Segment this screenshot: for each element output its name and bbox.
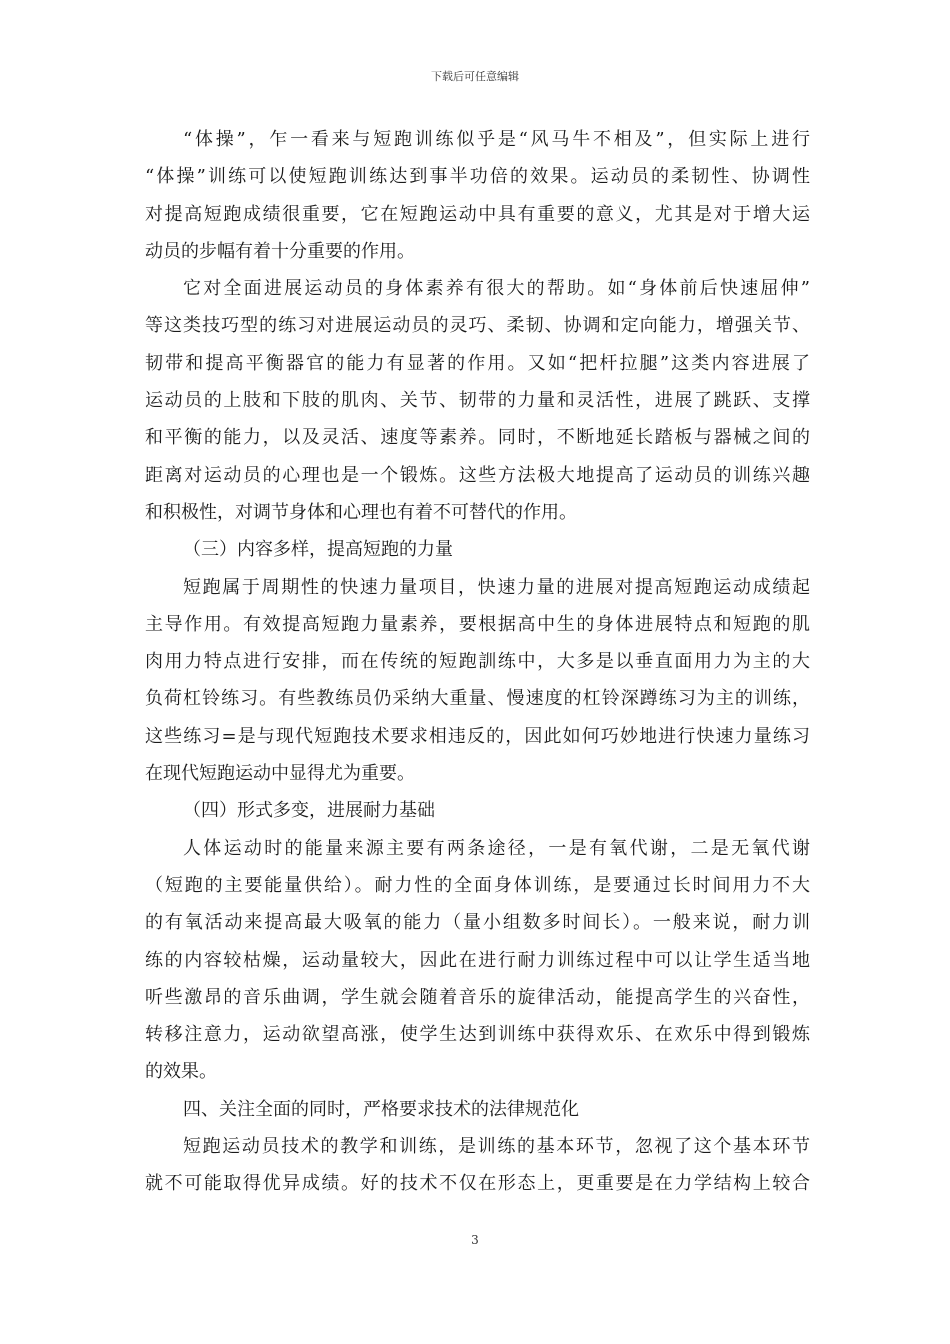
text-line: 的有氧活动来提高最大吸氧的能力（量小组数多时间长）。一般来说，耐力训: [145, 912, 810, 934]
page-header: 下载后可任意编辑: [431, 70, 519, 83]
text-line: 负荷杠铃练习。有些教练员仍采纳大重量、慢速度的杠铃深蹲练习为主的训练，: [145, 688, 810, 710]
text-line: 短跑属于周期性的快速力量项目，快速力量的进展对提高短跑运动成绩起: [183, 576, 810, 598]
text-line: 它对全面进展运动员的身体素养有很大的帮助。如“身体前后快速屈伸”: [183, 278, 810, 300]
text-line: 听些激昂的音乐曲调，学生就会随着音乐的旋律活动，能提高学生的兴奋性，: [145, 986, 810, 1008]
text-line: “体操”，乍一看来与短跑训练似乎是“风马牛不相及”，但实际上进行: [183, 129, 810, 150]
text-line: 练的内容较枯燥，运动量较大，因此在进行耐力训练过程中可以让学生适当地: [145, 949, 810, 971]
text-line: 这些练习=是与现代短跑技术要求相违反的，因此如何巧妙地进行快速力量练习: [145, 725, 810, 747]
text-line: 等这类技巧型的练习对进展运动员的灵巧、柔韧、协调和定向能力，增强关节、: [145, 315, 810, 337]
text-line: 转移注意力，运动欲望高涨，使学生达到训练中获得欢乐、在欢乐中得到锻炼: [145, 1024, 810, 1046]
text-line: 和积极性，对调节身体和心理也有着不可替代的作用。: [145, 501, 577, 523]
text-line: 和平衡的能力，以及灵活、速度等素养。同时，不断地延长踏板与器械之间的: [145, 427, 810, 449]
text-line: 人体运动时的能量来源主要有两条途径，一是有氧代谢，二是无氧代谢: [183, 837, 810, 859]
text-line: 韧带和提高平衡器官的能力有显著的作用。又如“把杆拉腿”这类内容进展了: [145, 352, 810, 374]
section-heading: 四、关注全面的同时，严格要求技术的法律规范化: [183, 1098, 579, 1120]
text-line: 肉用力特点进行安排，而在传统的短跑訓练中，大多是以垂直面用力为主的大: [145, 651, 810, 673]
text-line: 动员的步幅有着十分重要的作用。: [145, 240, 415, 262]
section-heading: （四）形式多变，进展耐力基础: [183, 800, 435, 822]
text-line: 就不可能取得优异成绩。好的技术不仅在形态上，更重要是在力学结构上较合: [145, 1173, 810, 1195]
body-text: [145, 121, 810, 1203]
text-line: 距离对运动员的心理也是一个锻炼。这些方法极大地提高了运动员的训练兴趣: [145, 464, 810, 486]
text-line: “体操”训练可以使短跑训练达到事半功倍的效果。运动员的柔韧性、协调性: [145, 166, 810, 188]
text-line: 的效果。: [145, 1061, 217, 1083]
section-heading: （三）内容多样，提高短跑的力量: [183, 539, 453, 561]
text-line: （短跑的主要能量供给）。耐力性的全面身体训练，是要通过长时间用力不大: [145, 874, 810, 896]
page-number: 3: [471, 1233, 479, 1247]
text-line: 对提高短跑成绩很重要，它在短跑运动中具有重要的意义，尤其是对于增大运: [145, 203, 810, 225]
text-line: 主导作用。有效提高短跑力量素养，要根据高中生的身体进展特点和短跑的肌: [145, 613, 810, 635]
text-line: 短跑运动员技术的教学和训练，是训练的基本环节，忽视了这个基本环节: [183, 1136, 810, 1158]
text-line: 在现代短跑运动中显得尤为重要。: [145, 763, 415, 785]
text-line: 运动员的上肢和下肢的肌肉、关节、韧带的力量和灵活性，进展了跳跃、支撑: [145, 390, 810, 412]
